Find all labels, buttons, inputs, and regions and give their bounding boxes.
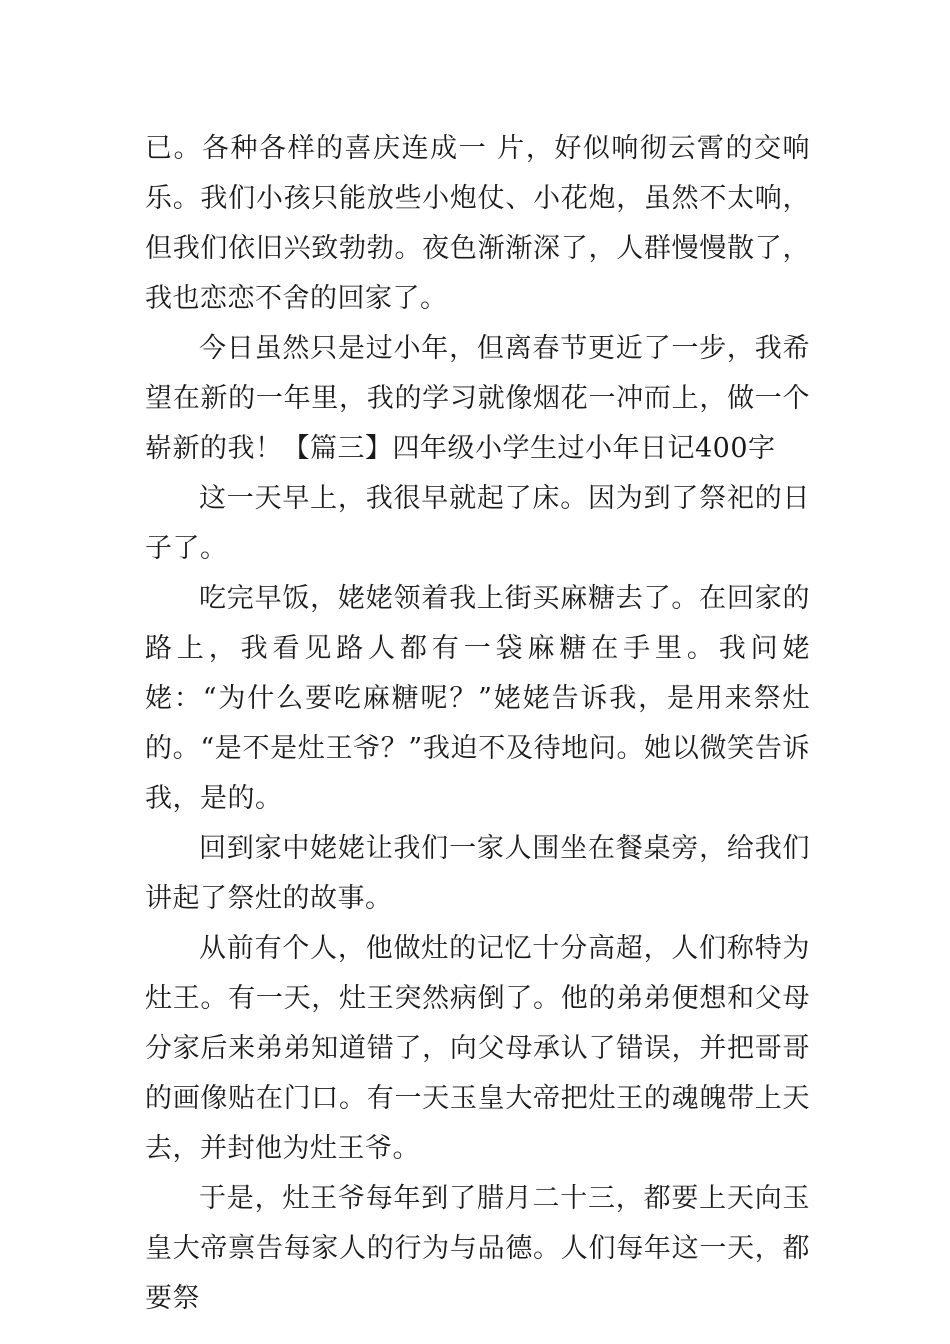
paragraph: 从前有个人，他做灶的记忆十分高超，人们称特为灶王。有一天，灶王突然病倒了。他的弟弟便想和父母分家后来弟弟知道错了，向父母承认了错误，并把哥哥的画像贴在门口。有一天玉皇大帝把灶王的魂魄带上天去，并封他为灶王爷。 xyxy=(145,933,810,1164)
paragraph: 这一天早上，我很早就起了床。因为到了祭祀的日子了。 xyxy=(145,483,810,564)
paragraph: 已。各种各样的喜庆连成一 片，好似响彻云霄的交响乐。我们小孩只能放些小炮仗、小花炮，虽然不太响，但我们依旧兴致勃勃。夜色渐渐深了，人群慢慢散了，我也恋恋不舍的回家了。 xyxy=(145,133,810,314)
paragraph: 回到家中姥姥让我们一家人围坐在餐桌旁，给我们讲起了祭灶的故事。 xyxy=(145,833,810,914)
paragraph: 今日虽然只是过小年，但离春节更近了一步，我希望在新的一年里，我的学习就像烟花一冲而上，做一个崭新的我！【篇三】四年级小学生过小年日记400字 xyxy=(145,333,810,464)
paragraph: 于是，灶王爷每年到了腊月二十三，都要上天向玉皇大帝禀告每家人的行为与品德。人们每年这一天，都要祭 xyxy=(145,1183,810,1314)
document-body xyxy=(145,124,810,1324)
paragraph: 吃完早饭，姥姥领着我上街买麻糖去了。在回家的路上，我看见路人都有一袋麻糖在手里。我问姥姥：“为什么要吃麻糖呢？”姥姥告诉我，是用来祭灶的。“是不是灶王爷？”我迫不及待地问。她以微笑告诉我，是的。 xyxy=(145,583,810,814)
